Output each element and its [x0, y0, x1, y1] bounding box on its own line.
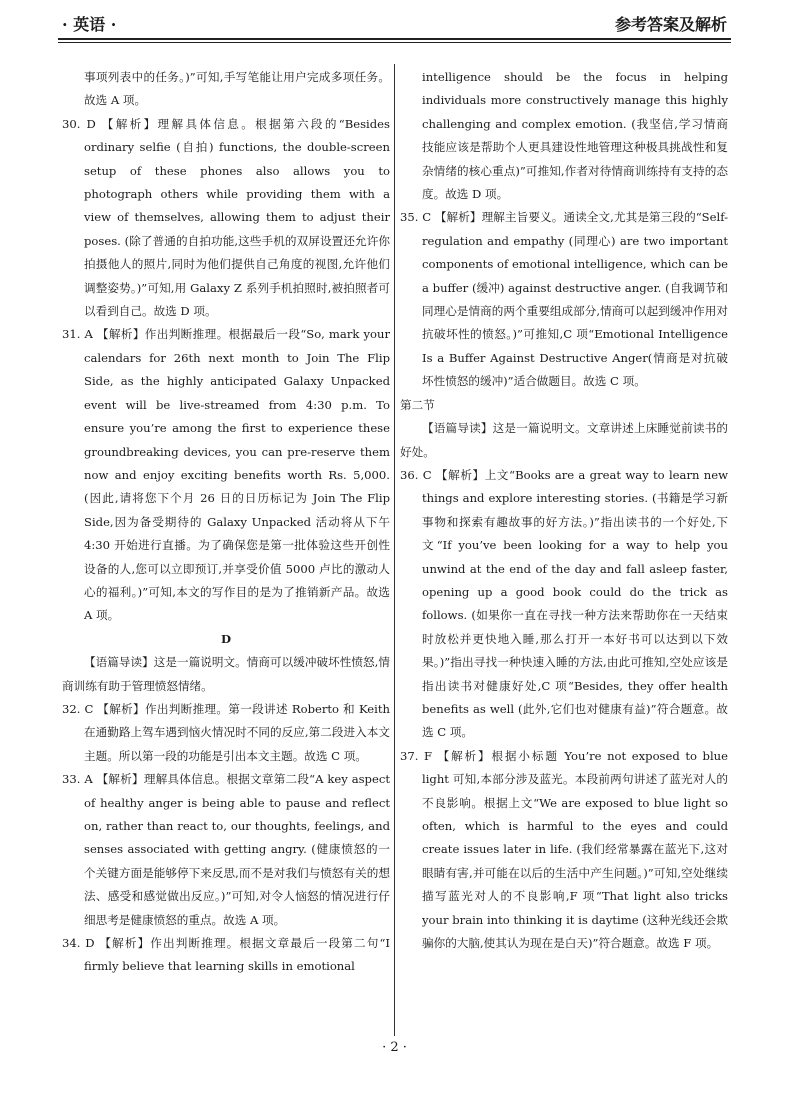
answer-item-35: 35. C 【解析】理解主旨要义。通读全文,尤其是第三段的“Self-regulation and empathy (同理心) are two important components of emotional intelligence, which can be a buffer (缓冲) against destructive anger. (自我调节和同理心是情商的两个重要组成部分,情商可以起到缓冲作用对抗破坏性的愤怒。)”可推知,C 项“Emotional Intelligence Is a Buffer Against Destructive Anger(情商是对抗破坏性愤怒的缓冲)”适合做题目。故选 C 项。 [400, 210, 728, 389]
answer-item-33: 33. A 【解析】理解具体信息。根据文章第二段“A key aspect of healthy anger is being able to pause and reflect on, rather than react to, our thoughts, feelings, and senses associated with getting angry. (健康愤怒的一个关键方面是能够停下来反思,而不是对我们与愤怒有关的想法、感受和感觉做出反应。)”可知,对令人恼怒的情况进行仔细思考是健康愤怒的重点。故选 A 项。 [62, 772, 390, 927]
answer-item-31: 31. A 【解析】作出判断推理。根据最后一段“So, mark your calendars for 26th next month to Join The Flip Side, as the highly anticipated Galaxy Unpacked event will be live-streamed from 4:30 p.m. To ensure you’re among the first to experience these groundbreaking devices, you can pre-reserve them now and enjoy exciting benefits worth Rs. 5,000. (因此,请将您下个月 26 日的日历标记为 Join The Flip Side,因为备受期待的 Galaxy Unpacked 活动将从下午 4:30 开始进行直播。为了确保您是第一批体验这些开创性设备的人,您可以立即预订,并享受价值 5000 卢比的激动人心的福利。)”可知,本文的写作目的是为了推销新产品。故选 A 项。 [62, 327, 390, 623]
header-rule-thick [58, 38, 731, 40]
paragraph: 事项列表中的任务。)”可知,手写笔能让用户完成多项任务。故选 A 项。 [84, 70, 390, 108]
answer-item-32: 32. C 【解析】作出判断推理。第一段讲述 Roberto 和 Keith 在通勤路上驾车遇到恼火情况时不同的反应,第二段进入本文主题。所以第一段的功能是引出本文主题。故选 C 项。 [62, 701, 390, 763]
section-heading-part-two: 第二节 [400, 397, 435, 412]
reading-guide: 【语篇导读】这是一篇说明文。文章讲述上床睡觉前读书的好处。 [400, 421, 728, 459]
column-divider [394, 64, 395, 1036]
page-number: · 2 · [382, 1040, 407, 1055]
answer-item-34: 34. D 【解析】作出判断推理。根据文章最后一段第二句“I firmly believe that learning skills in emotional [62, 936, 390, 974]
answer-item-30: 30. D 【解析】理解具体信息。根据第六段的“Besides ordinary selfie (自拍) functions, the double-screen setup of these phones also allows you to photograph others while providing them with a view of themselves, allowing them to adjust their poses. (除了普通的自拍功能,这些手机的双屏设置还允许你拍摄他人的照片,同时为他们提供自己角度的视图,允许他们调整姿势。)”可知,用 Galaxy Z 系列手机拍照时,被拍照者可以看到自己。故选 D 项。 [62, 116, 390, 319]
left-column [62, 66, 390, 979]
header-right: 参考答案及解析 [614, 15, 727, 34]
paragraph: intelligence should be the focus in helping individuals more constructively manage this highly challenging and complex emotion. (我坚信,学习情商技能应该是帮助个人更具建设性地管理这种极具挑战性和复杂情绪的核心重点)”可推知,作者对待情商训练持有支持的态度。故选 D 项。 [422, 70, 728, 202]
right-column [400, 66, 728, 955]
section-heading-d: D [220, 631, 232, 646]
header-left: · 英语 · [62, 15, 117, 34]
answer-item-37: 37. F 【解析】根据小标题 You’re not exposed to blue light 可知,本部分涉及蓝光。本段前两句讲述了蓝光对人的不良影响。根据上文“We are exposed to blue light so often, which is harmful to the eyes and could create issues later in life. (我们经常暴露在蓝光下,这对眼睛有害,并可能在以后的生活中产生问题。)”可知,空处继续描写蓝光对人的不良影响,F 项“That light also tricks your brain into thinking it is daytime (这种光线还会欺骗你的大脑,使其认为现在是白天)”符合题意。故选 F 项。 [400, 748, 728, 951]
reading-guide: 【语篇导读】这是一篇说明文。情商可以缓冲破坏性愤怒,情商训练有助于管理愤怒情绪。 [62, 655, 390, 693]
header-rule-thin [58, 42, 731, 43]
answer-item-36: 36. C 【解析】上文“Books are a great way to learn new things and explore interesting stories. (书籍是学习新事物和探索有趣故事的好方法。)”指出读书的一个好处,下文“If you’ve been looking for a way to help you unwind at the end of the day and fall asleep faster, opening up a good book could do the trick as follows. (如果你一直在寻找一种方法来帮助你在一天结束时放松并更快地入睡,那么打开一本好书可以达到以下效果。)”指出寻找一种快速入睡的方法,由此可推知,空处应该是指出读书对健康好处,C 项“Besides, they offer health benefits as well (此外,它们也对健康有益)”符合题意。故选 C 项。 [400, 467, 728, 740]
